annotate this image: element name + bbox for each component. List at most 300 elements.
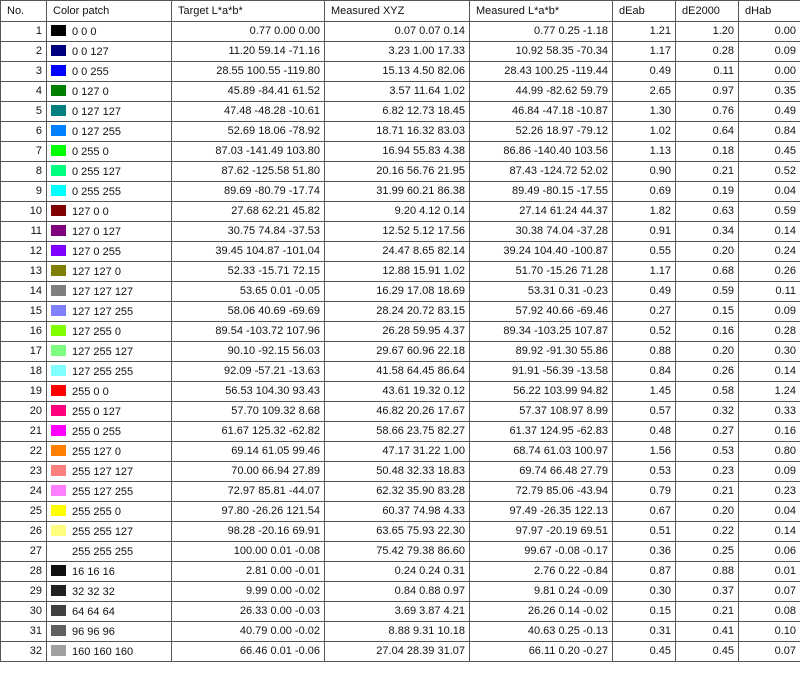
rgb-value: 0 255 0: [72, 146, 109, 158]
target-lab-value: 0.77 0.00 0.00: [172, 22, 325, 42]
dhab-value: 0.33: [739, 402, 800, 422]
target-lab-value: 56.53 104.30 93.43: [172, 382, 325, 402]
measured-lab-value: 99.67 -0.08 -0.17: [470, 542, 613, 562]
table-row: [1, 362, 800, 382]
measured-xyz-value: 20.16 56.76 21.95: [325, 162, 470, 182]
table-row: [1, 642, 800, 662]
de2000-value: 0.11: [676, 62, 739, 82]
target-lab-value: 28.55 100.55 -119.80: [172, 62, 325, 82]
dhab-value: 0.00: [739, 62, 800, 82]
rgb-value: 255 0 127: [72, 406, 121, 418]
measured-xyz-value: 0.07 0.07 0.14: [325, 22, 470, 42]
table-row: [1, 402, 800, 422]
dhab-value: 0.09: [739, 462, 800, 482]
deab-value: 1.17: [613, 262, 676, 282]
table-row: [1, 222, 800, 242]
table-row: [1, 522, 800, 542]
color-swatch: [51, 505, 66, 516]
target-lab-value: 66.46 0.01 -0.06: [172, 642, 325, 662]
color-swatch: [51, 565, 66, 576]
de2000-value: 0.21: [676, 162, 739, 182]
color-patch-cell: [47, 302, 172, 322]
rgb-value: 127 0 0: [72, 206, 109, 218]
measured-lab-value: 89.92 -91.30 55.86: [470, 342, 613, 362]
target-lab-value: 53.65 0.01 -0.05: [172, 282, 325, 302]
deab-value: 0.87: [613, 562, 676, 582]
header-deab: dEab: [613, 1, 676, 22]
row-number: 19: [1, 382, 47, 402]
row-number: 26: [1, 522, 47, 542]
rgb-value: 127 255 127: [72, 346, 134, 358]
measured-lab-value: 97.49 -26.35 122.13: [470, 502, 613, 522]
measured-lab-value: 28.43 100.25 -119.44: [470, 62, 613, 82]
measured-xyz-value: 0.84 0.88 0.97: [325, 582, 470, 602]
deab-value: 1.02: [613, 122, 676, 142]
table-row: [1, 162, 800, 182]
dhab-value: 0.49: [739, 102, 800, 122]
row-number: 20: [1, 402, 47, 422]
measured-xyz-value: 46.82 20.26 17.67: [325, 402, 470, 422]
deab-value: 0.45: [613, 642, 676, 662]
table-row: [1, 442, 800, 462]
measured-xyz-value: 27.04 28.39 31.07: [325, 642, 470, 662]
row-number: 10: [1, 202, 47, 222]
table-row: [1, 322, 800, 342]
rgb-value: 0 127 255: [72, 126, 121, 138]
rgb-value: 0 127 127: [72, 106, 121, 118]
row-number: 1: [1, 22, 47, 42]
dhab-value: 0.28: [739, 322, 800, 342]
dhab-value: 0.10: [739, 622, 800, 642]
color-swatch: [51, 85, 66, 96]
color-patch-cell: [47, 82, 172, 102]
dhab-value: 0.80: [739, 442, 800, 462]
de2000-value: 0.53: [676, 442, 739, 462]
color-swatch: [51, 25, 66, 36]
de2000-value: 0.18: [676, 142, 739, 162]
de2000-value: 0.34: [676, 222, 739, 242]
measured-xyz-value: 8.88 9.31 10.18: [325, 622, 470, 642]
color-patch-cell: [47, 222, 172, 242]
measured-xyz-value: 43.61 19.32 0.12: [325, 382, 470, 402]
rgb-value: 0 255 255: [72, 186, 121, 198]
measured-lab-value: 91.91 -56.39 -13.58: [470, 362, 613, 382]
table-row: [1, 242, 800, 262]
measured-xyz-value: 9.20 4.12 0.14: [325, 202, 470, 222]
color-patch-cell: [47, 542, 172, 562]
de2000-value: 0.20: [676, 342, 739, 362]
table-row: [1, 622, 800, 642]
measured-lab-value: 10.92 58.35 -70.34: [470, 42, 613, 62]
rgb-value: 127 0 127: [72, 226, 121, 238]
measured-lab-value: 61.37 124.95 -62.83: [470, 422, 613, 442]
rgb-value: 255 255 127: [72, 526, 134, 538]
de2000-value: 0.20: [676, 502, 739, 522]
de2000-value: 0.22: [676, 522, 739, 542]
measured-xyz-value: 16.94 55.83 4.38: [325, 142, 470, 162]
rgb-value: 255 127 127: [72, 466, 134, 478]
table-row: [1, 102, 800, 122]
dhab-value: 0.23: [739, 482, 800, 502]
header-measured-xyz: Measured XYZ: [325, 1, 470, 22]
target-lab-value: 9.99 0.00 -0.02: [172, 582, 325, 602]
row-number: 17: [1, 342, 47, 362]
deab-value: 0.55: [613, 242, 676, 262]
deab-value: 1.21: [613, 22, 676, 42]
header-dhab: dHab: [739, 1, 800, 22]
target-lab-value: 92.09 -57.21 -13.63: [172, 362, 325, 382]
de2000-value: 0.21: [676, 602, 739, 622]
de2000-value: 0.32: [676, 402, 739, 422]
color-swatch: [51, 285, 66, 296]
header-target-lab: Target L*a*b*: [172, 1, 325, 22]
color-swatch: [51, 385, 66, 396]
dhab-value: 0.59: [739, 202, 800, 222]
row-number: 30: [1, 602, 47, 622]
color-swatch: [51, 485, 66, 496]
dhab-value: 0.09: [739, 42, 800, 62]
dhab-value: 0.30: [739, 342, 800, 362]
de2000-value: 0.15: [676, 302, 739, 322]
measured-xyz-value: 0.24 0.24 0.31: [325, 562, 470, 582]
row-number: 23: [1, 462, 47, 482]
deab-value: 0.52: [613, 322, 676, 342]
table-row: [1, 302, 800, 322]
deab-value: 0.90: [613, 162, 676, 182]
measured-lab-value: 0.77 0.25 -1.18: [470, 22, 613, 42]
measured-lab-value: 69.74 66.48 27.79: [470, 462, 613, 482]
deab-value: 2.65: [613, 82, 676, 102]
color-swatch: [51, 325, 66, 336]
row-number: 3: [1, 62, 47, 82]
dhab-value: 0.09: [739, 302, 800, 322]
de2000-value: 0.64: [676, 122, 739, 142]
measured-lab-value: 9.81 0.24 -0.09: [470, 582, 613, 602]
deab-value: 0.51: [613, 522, 676, 542]
table-row: [1, 602, 800, 622]
color-swatch: [51, 625, 66, 636]
color-swatch: [51, 345, 66, 356]
deab-value: 0.53: [613, 462, 676, 482]
de2000-value: 0.76: [676, 102, 739, 122]
color-swatch: [51, 365, 66, 376]
measured-xyz-value: 41.58 64.45 86.64: [325, 362, 470, 382]
color-patch-cell: [47, 582, 172, 602]
dhab-value: 0.06: [739, 542, 800, 562]
color-swatch: [51, 645, 66, 656]
measured-xyz-value: 3.69 3.87 4.21: [325, 602, 470, 622]
rgb-value: 160 160 160: [72, 646, 134, 658]
color-swatch: [51, 205, 66, 216]
color-patch-cell: [47, 402, 172, 422]
dhab-value: 0.45: [739, 142, 800, 162]
deab-value: 0.84: [613, 362, 676, 382]
rgb-value: 0 127 0: [72, 86, 109, 98]
rgb-value: 255 0 255: [72, 426, 121, 438]
dhab-value: 0.07: [739, 582, 800, 602]
measured-lab-value: 89.34 -103.25 107.87: [470, 322, 613, 342]
deab-value: 0.88: [613, 342, 676, 362]
target-lab-value: 30.75 74.84 -37.53: [172, 222, 325, 242]
header-de2000: dE2000: [676, 1, 739, 22]
target-lab-value: 11.20 59.14 -71.16: [172, 42, 325, 62]
color-patch-cell: [47, 202, 172, 222]
rgb-value: 0 0 0: [72, 26, 97, 38]
target-lab-value: 58.06 40.69 -69.69: [172, 302, 325, 322]
dhab-value: 0.07: [739, 642, 800, 662]
measured-lab-value: 40.63 0.25 -0.13: [470, 622, 613, 642]
row-number: 25: [1, 502, 47, 522]
rgb-value: 0 0 127: [72, 46, 109, 58]
deab-value: 0.31: [613, 622, 676, 642]
measured-xyz-value: 31.99 60.21 86.38: [325, 182, 470, 202]
deab-value: 0.27: [613, 302, 676, 322]
color-swatch: [51, 425, 66, 436]
measured-lab-value: 53.31 0.31 -0.23: [470, 282, 613, 302]
deab-value: 0.36: [613, 542, 676, 562]
target-lab-value: 61.67 125.32 -62.82: [172, 422, 325, 442]
color-patch-cell: [47, 162, 172, 182]
de2000-value: 0.45: [676, 642, 739, 662]
de2000-value: 0.59: [676, 282, 739, 302]
table-row: [1, 262, 800, 282]
color-patch-cell: [47, 502, 172, 522]
target-lab-value: 72.97 85.81 -44.07: [172, 482, 325, 502]
deab-value: 0.49: [613, 282, 676, 302]
table-header: [1, 1, 800, 22]
target-lab-value: 27.68 62.21 45.82: [172, 202, 325, 222]
table-row: [1, 582, 800, 602]
color-swatch: [51, 225, 66, 236]
dhab-value: 0.08: [739, 602, 800, 622]
table-row: [1, 382, 800, 402]
table-row: [1, 42, 800, 62]
dhab-value: 0.04: [739, 182, 800, 202]
color-swatch: [51, 525, 66, 536]
de2000-value: 1.20: [676, 22, 739, 42]
deab-value: 1.13: [613, 142, 676, 162]
color-patch-cell: [47, 62, 172, 82]
deab-value: 0.49: [613, 62, 676, 82]
rgb-value: 255 255 255: [72, 546, 134, 558]
rgb-value: 255 0 0: [72, 386, 109, 398]
rgb-value: 0 255 127: [72, 166, 121, 178]
measured-lab-value: 72.79 85.06 -43.94: [470, 482, 613, 502]
rgb-value: 255 127 0: [72, 446, 121, 458]
de2000-value: 0.21: [676, 482, 739, 502]
measured-xyz-value: 47.17 31.22 1.00: [325, 442, 470, 462]
measured-xyz-value: 6.82 12.73 18.45: [325, 102, 470, 122]
color-patch-cell: [47, 142, 172, 162]
target-lab-value: 47.48 -48.28 -10.61: [172, 102, 325, 122]
measured-lab-value: 52.26 18.97 -79.12: [470, 122, 613, 142]
measured-xyz-value: 3.23 1.00 17.33: [325, 42, 470, 62]
rgb-value: 96 96 96: [72, 626, 115, 638]
header-row: [1, 1, 800, 22]
target-lab-value: 100.00 0.01 -0.08: [172, 542, 325, 562]
measured-xyz-value: 12.52 5.12 17.56: [325, 222, 470, 242]
color-patch-cell: [47, 102, 172, 122]
measured-lab-value: 51.70 -15.26 71.28: [470, 262, 613, 282]
measured-lab-value: 46.84 -47.18 -10.87: [470, 102, 613, 122]
color-swatch: [51, 145, 66, 156]
rgb-value: 32 32 32: [72, 586, 115, 598]
measured-lab-value: 30.38 74.04 -37.28: [470, 222, 613, 242]
row-number: 32: [1, 642, 47, 662]
target-lab-value: 97.80 -26.26 121.54: [172, 502, 325, 522]
color-swatch: [51, 405, 66, 416]
de2000-value: 0.97: [676, 82, 739, 102]
row-number: 8: [1, 162, 47, 182]
dhab-value: 0.11: [739, 282, 800, 302]
measured-lab-value: 86.86 -140.40 103.56: [470, 142, 613, 162]
de2000-value: 0.20: [676, 242, 739, 262]
row-number: 28: [1, 562, 47, 582]
table-row: [1, 282, 800, 302]
de2000-value: 0.25: [676, 542, 739, 562]
dhab-value: 0.14: [739, 362, 800, 382]
table-row: [1, 22, 800, 42]
header-color-patch: Color patch: [47, 1, 172, 22]
table-row: [1, 422, 800, 442]
measured-xyz-value: 26.28 59.95 4.37: [325, 322, 470, 342]
dhab-value: 0.14: [739, 222, 800, 242]
dhab-value: 1.24: [739, 382, 800, 402]
rgb-value: 127 127 127: [72, 286, 134, 298]
target-lab-value: 40.79 0.00 -0.02: [172, 622, 325, 642]
table-row: [1, 482, 800, 502]
rgb-value: 127 127 255: [72, 306, 134, 318]
deab-value: 0.79: [613, 482, 676, 502]
measured-lab-value: 27.14 61.24 44.37: [470, 202, 613, 222]
target-lab-value: 89.54 -103.72 107.96: [172, 322, 325, 342]
measured-xyz-value: 75.42 79.38 86.60: [325, 542, 470, 562]
color-swatch: [51, 585, 66, 596]
color-patch-cell: [47, 22, 172, 42]
color-swatch: [51, 245, 66, 256]
deab-value: 0.48: [613, 422, 676, 442]
measured-xyz-value: 50.48 32.33 18.83: [325, 462, 470, 482]
measured-lab-value: 87.43 -124.72 52.02: [470, 162, 613, 182]
measured-xyz-value: 62.32 35.90 83.28: [325, 482, 470, 502]
target-lab-value: 57.70 109.32 8.68: [172, 402, 325, 422]
deab-value: 1.17: [613, 42, 676, 62]
color-patch-cell: [47, 622, 172, 642]
rgb-value: 127 0 255: [72, 246, 121, 258]
measured-lab-value: 89.49 -80.15 -17.55: [470, 182, 613, 202]
measured-xyz-value: 3.57 11.64 1.02: [325, 82, 470, 102]
deab-value: 0.30: [613, 582, 676, 602]
rgb-value: 64 64 64: [72, 606, 115, 618]
row-number: 21: [1, 422, 47, 442]
measured-xyz-value: 60.37 74.98 4.33: [325, 502, 470, 522]
de2000-value: 0.27: [676, 422, 739, 442]
dhab-value: 0.24: [739, 242, 800, 262]
measured-xyz-value: 12.88 15.91 1.02: [325, 262, 470, 282]
target-lab-value: 87.62 -125.58 51.80: [172, 162, 325, 182]
row-number: 12: [1, 242, 47, 262]
deab-value: 1.56: [613, 442, 676, 462]
header-no: No.: [1, 1, 47, 22]
row-number: 14: [1, 282, 47, 302]
measured-lab-value: 2.76 0.22 -0.84: [470, 562, 613, 582]
measured-xyz-value: 63.65 75.93 22.30: [325, 522, 470, 542]
dhab-value: 0.26: [739, 262, 800, 282]
row-number: 15: [1, 302, 47, 322]
table-row: [1, 142, 800, 162]
color-swatch: [51, 125, 66, 136]
measured-lab-value: 39.24 104.40 -100.87: [470, 242, 613, 262]
deab-value: 0.57: [613, 402, 676, 422]
target-lab-value: 89.69 -80.79 -17.74: [172, 182, 325, 202]
row-number: 29: [1, 582, 47, 602]
color-patch-cell: [47, 422, 172, 442]
rgb-value: 255 255 0: [72, 506, 121, 518]
measured-lab-value: 97.97 -20.19 69.51: [470, 522, 613, 542]
de2000-value: 0.63: [676, 202, 739, 222]
measured-xyz-value: 18.71 16.32 83.03: [325, 122, 470, 142]
target-lab-value: 45.89 -84.41 61.52: [172, 82, 325, 102]
de2000-value: 0.26: [676, 362, 739, 382]
dhab-value: 0.16: [739, 422, 800, 442]
de2000-value: 0.41: [676, 622, 739, 642]
de2000-value: 0.37: [676, 582, 739, 602]
color-swatch: [51, 605, 66, 616]
de2000-value: 0.23: [676, 462, 739, 482]
de2000-value: 0.19: [676, 182, 739, 202]
rgb-value: 127 127 0: [72, 266, 121, 278]
dhab-value: 0.52: [739, 162, 800, 182]
color-patch-cell: [47, 482, 172, 502]
measured-xyz-value: 28.24 20.72 83.15: [325, 302, 470, 322]
table-row: [1, 122, 800, 142]
rgb-value: 127 255 0: [72, 326, 121, 338]
target-lab-value: 39.45 104.87 -101.04: [172, 242, 325, 262]
rgb-value: 127 255 255: [72, 366, 134, 378]
color-patch-cell: [47, 562, 172, 582]
target-lab-value: 52.69 18.06 -78.92: [172, 122, 325, 142]
color-swatch: [51, 465, 66, 476]
measured-lab-value: 56.22 103.99 94.82: [470, 382, 613, 402]
measured-lab-value: 68.74 61.03 100.97: [470, 442, 613, 462]
color-patch-cell: [47, 282, 172, 302]
deab-value: 1.30: [613, 102, 676, 122]
table-row: [1, 502, 800, 522]
table-row: [1, 182, 800, 202]
target-lab-value: 2.81 0.00 -0.01: [172, 562, 325, 582]
color-patch-cell: [47, 642, 172, 662]
dhab-value: 0.14: [739, 522, 800, 542]
row-number: 24: [1, 482, 47, 502]
rgb-value: 16 16 16: [72, 566, 115, 578]
color-patch-cell: [47, 522, 172, 542]
rgb-value: 0 0 255: [72, 66, 109, 78]
row-number: 27: [1, 542, 47, 562]
measured-lab-value: 57.92 40.66 -69.46: [470, 302, 613, 322]
dhab-value: 0.35: [739, 82, 800, 102]
row-number: 18: [1, 362, 47, 382]
measured-lab-value: 57.37 108.97 8.99: [470, 402, 613, 422]
de2000-value: 0.58: [676, 382, 739, 402]
row-number: 11: [1, 222, 47, 242]
row-number: 4: [1, 82, 47, 102]
color-swatch: [51, 545, 66, 556]
deab-value: 1.45: [613, 382, 676, 402]
row-number: 31: [1, 622, 47, 642]
color-patch-cell: [47, 382, 172, 402]
table-row: [1, 562, 800, 582]
de2000-value: 0.16: [676, 322, 739, 342]
